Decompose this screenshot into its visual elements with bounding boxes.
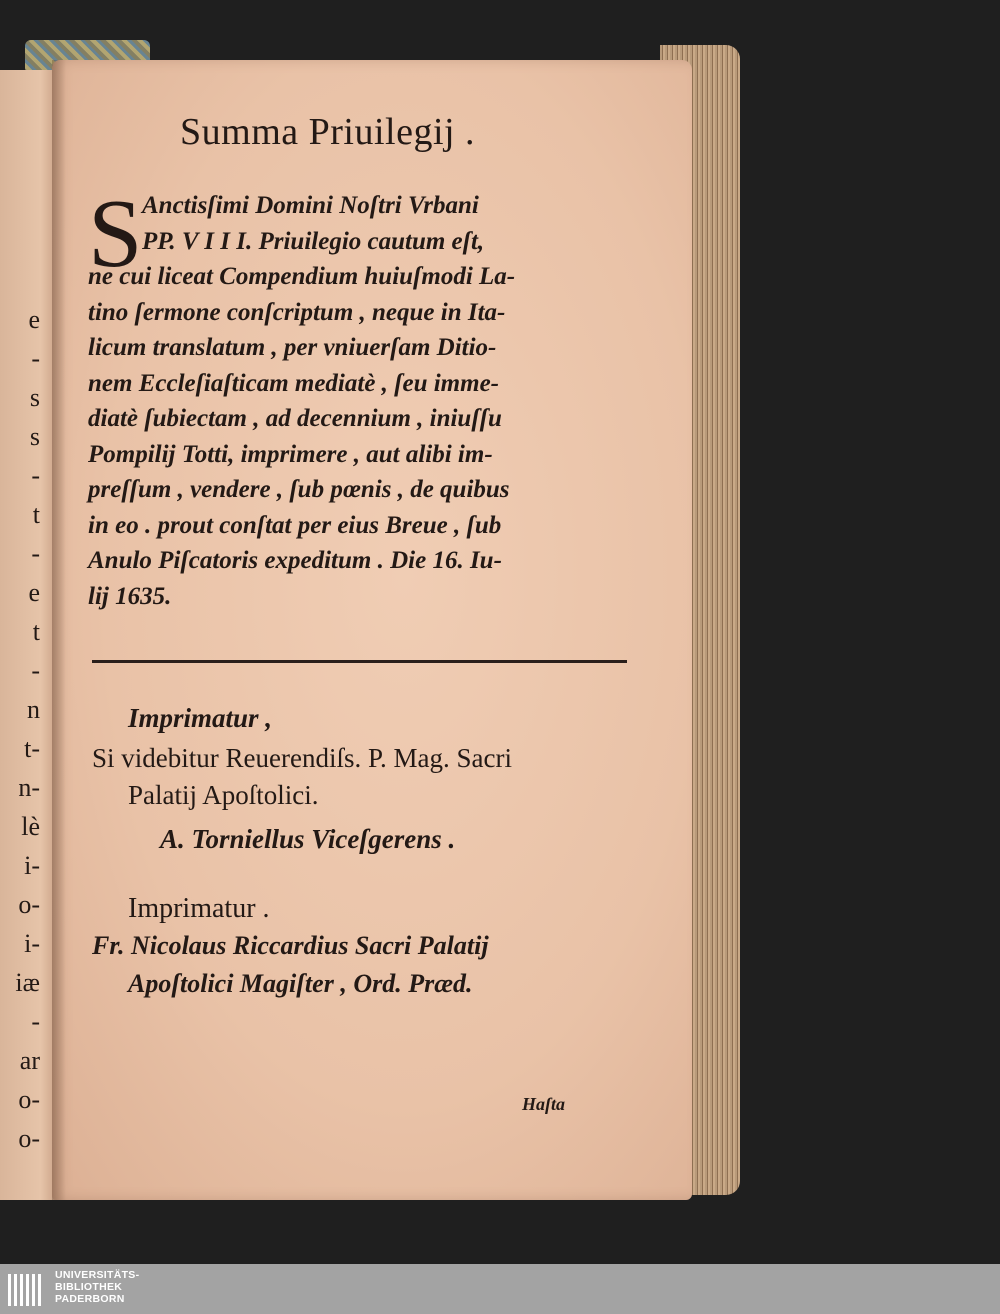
- library-footer: [0, 1264, 1000, 1314]
- left-page-fragment: -: [31, 539, 40, 568]
- privilege-line: lij 1635.: [88, 582, 172, 610]
- section-divider: [92, 660, 627, 663]
- left-page-fragment: n: [27, 695, 40, 724]
- institution-line: BIBLIOTHEK: [55, 1281, 123, 1293]
- left-page-fragment: -: [31, 1007, 40, 1036]
- left-page-fragment: -: [31, 656, 40, 685]
- privilege-line: nem Eccleſiaſticam mediatè , ſeu imme-: [88, 369, 499, 397]
- imprimatur-1-signature: A. Torniellus Viceſgerens .: [160, 824, 456, 854]
- institution-name: [55, 1269, 139, 1305]
- imprimatur-2-line: Fr. Nicolaus Riccardius Sacri Palatij: [92, 931, 489, 960]
- page-title: Summa Priuilegij .: [180, 111, 476, 153]
- imprimatur-1-line: Palatij Apoſtolici.: [128, 780, 319, 810]
- left-page-fragment: s: [29, 422, 40, 451]
- drop-cap: S: [88, 180, 143, 288]
- institution-line: PADERBORN: [55, 1293, 125, 1305]
- privilege-line: ne cui liceat Compendium huiuſmodi La-: [88, 263, 516, 290]
- institution-line: UNIVERSITÄTS-: [55, 1269, 140, 1281]
- left-page-fragment: s: [29, 383, 40, 412]
- privilege-line: licum translatum , per vniuerſam Ditio-: [88, 334, 497, 361]
- privilege-line: Anctisſimi Domini Noſtri Vrbani: [142, 192, 479, 219]
- left-page-fragment: lè: [21, 812, 40, 841]
- imprimatur-2-line: Apoſtolici Magiſter , Ord. Præd.: [128, 969, 473, 998]
- left-page-fragment: o-: [18, 1085, 40, 1114]
- privilege-text: [88, 180, 644, 614]
- privilege-line: tino ſermone conſcriptum , neque in Ita-: [88, 298, 506, 326]
- left-page-fragment: t: [32, 500, 40, 529]
- page-gutter-shadow: [52, 60, 66, 1200]
- left-page-fragments: [0, 300, 40, 1158]
- left-page-fragment: o-: [18, 1124, 40, 1153]
- imprimatur-1-body: [92, 740, 652, 814]
- left-page-fragment: i-: [24, 851, 40, 880]
- imprimatur-2-heading: Imprimatur .: [128, 893, 270, 924]
- privilege-line: in eo . prout conſtat per eius Breue , ſub: [88, 511, 502, 539]
- library-logo-icon: [6, 1268, 46, 1310]
- left-page-edge: [0, 70, 58, 1200]
- left-page-fragment: t-: [24, 734, 40, 763]
- left-page-fragment: i-: [24, 929, 40, 958]
- privilege-line: Pompilij Totti, imprimere , aut alibi im-: [88, 440, 493, 468]
- left-page-fragment: o-: [18, 890, 40, 919]
- left-page-fragment: -: [31, 344, 40, 373]
- privilege-line: Anulo Piſcatoris expeditum . Die 16. Iu-: [88, 547, 502, 574]
- left-page-fragment: t: [32, 617, 40, 646]
- privilege-line: diatè ſubiectam , ad decennium , iniuſſu: [88, 405, 502, 432]
- left-page-fragment: e: [28, 305, 40, 334]
- imprimatur-2-body: [92, 927, 652, 1003]
- imprimatur-1-line: Si videbitur Reuerendiſs. P. Mag. Sacri: [92, 743, 512, 773]
- left-page-fragment: ar: [19, 1046, 40, 1075]
- left-page-fragment: -: [31, 461, 40, 490]
- left-page-fragment: e: [28, 578, 40, 607]
- catchword: Haſta: [522, 1094, 565, 1114]
- left-page-fragment: iæ: [15, 968, 40, 997]
- privilege-line: preſſum , vendere , ſub pœnis , de quibus: [88, 476, 510, 503]
- imprimatur-1-heading: Imprimatur ,: [128, 703, 273, 733]
- privilege-line: PP. V I I I. Priuilegio cautum eſt,: [142, 227, 485, 255]
- left-page-fragment: n-: [18, 773, 40, 802]
